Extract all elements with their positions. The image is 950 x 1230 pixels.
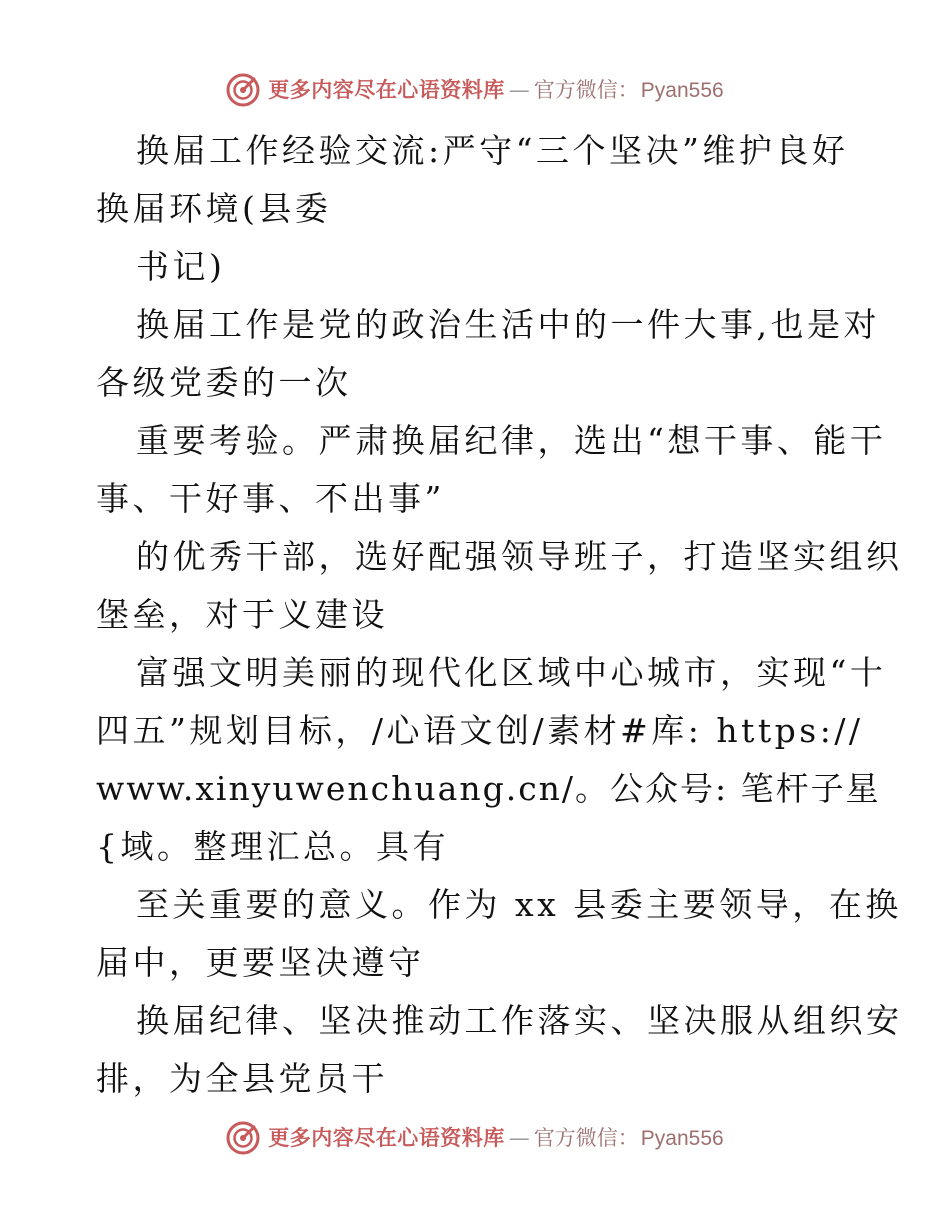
banner-prefix: 更多内容尽在心语资料库	[268, 77, 505, 102]
footer-banner	[0, 1118, 950, 1158]
document-body	[96, 122, 903, 1108]
document-line: 换届环境(县委	[96, 189, 332, 228]
document-line: 届中，更要坚决遵守	[96, 943, 425, 982]
document-line: 各级党委的一次	[96, 363, 352, 402]
document-line: {域。整理汇总。具有	[96, 827, 449, 866]
banner-account: Pyan556	[640, 1126, 724, 1150]
document-line: 换届工作是党的政治生活中的一件大事,也是对	[136, 305, 880, 344]
document-line: 事、干好事、不出事”	[96, 479, 445, 518]
banner-prefix: 更多内容尽在心语资料库	[268, 1125, 505, 1150]
banner-dash: —	[508, 1125, 530, 1150]
document-line: 重要考验。严肃换届纪律，选出“想干事、能干	[136, 421, 887, 460]
document-line: 书记)	[136, 247, 226, 286]
spiral-logo-icon	[226, 1121, 260, 1155]
header-banner	[0, 70, 950, 110]
document-line: 至关重要的意义。作为 xx 县委主要领导，在换	[136, 885, 902, 924]
footer-banner-text	[268, 1125, 724, 1150]
document-line: 堡垒，对于义建设	[96, 595, 388, 634]
spiral-logo-icon	[226, 73, 260, 107]
banner-dash: —	[508, 77, 530, 102]
banner-account: Pyan556	[640, 78, 724, 102]
document-line: 富强文明美丽的现代化区域中心城市，实现“十	[136, 653, 887, 692]
banner-suffix: 官方微信：	[533, 1125, 639, 1150]
document-line: www.xinyuwenchuang.cn/。公众号: 笔杆子星	[96, 769, 881, 808]
document-line: 的优秀干部，选好配强领导班子，打造坚实组织	[136, 537, 903, 576]
banner-suffix: 官方微信：	[533, 77, 639, 102]
document-line: 四五”规划目标，/心语文创/素材#库: https://	[96, 711, 864, 750]
document-line: 换届工作经验交流:严守“三个坚决”维护良好	[136, 131, 849, 170]
document-line: 换届纪律、坚决推动工作落实、坚决服从组织安	[136, 1001, 903, 1040]
header-banner-text	[268, 77, 724, 102]
document-line: 排，为全县党员干	[96, 1059, 388, 1098]
